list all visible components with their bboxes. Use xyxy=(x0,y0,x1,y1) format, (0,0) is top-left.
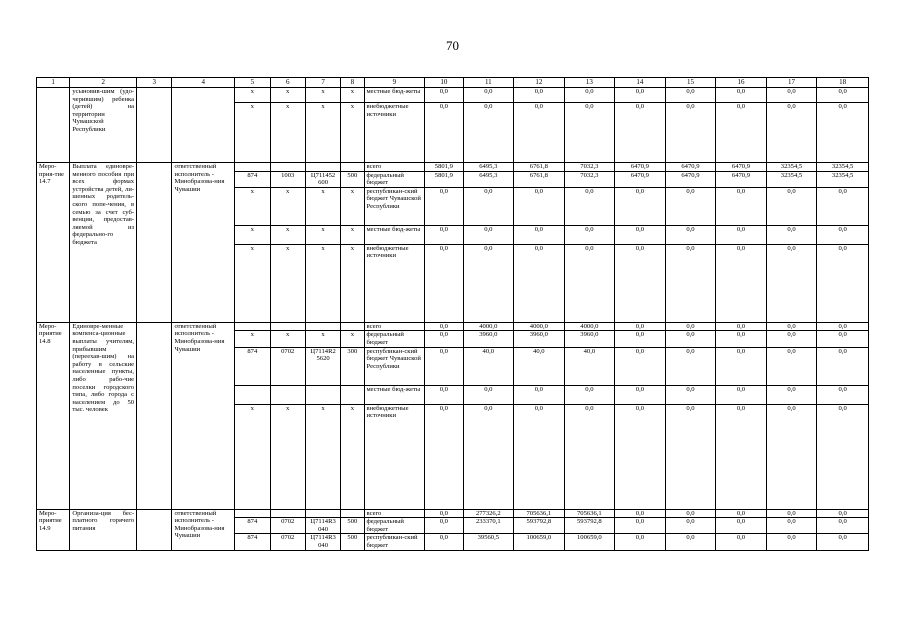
amount-cell: 0,0 xyxy=(425,103,463,163)
amount-cell: 40,0 xyxy=(564,347,615,385)
section-code: x xyxy=(270,103,305,163)
amount-cell: 0,0 xyxy=(716,225,767,244)
amount-cell: 0,0 xyxy=(564,244,615,322)
funding-source: республикан-ский бюджет xyxy=(364,534,425,550)
header-cell: 11 xyxy=(463,78,514,88)
expense-type: 500 xyxy=(341,171,364,187)
header-cell: 14 xyxy=(615,78,666,88)
section-code: x xyxy=(270,404,305,509)
amount-cell: 0,0 xyxy=(665,88,716,103)
target-article: Ц7114R2 5620 xyxy=(305,347,340,385)
amount-cell: 0,0 xyxy=(665,103,716,163)
measure-name: Выплата единовре-менного пособия при всех формах устройства детей, ли-шенных родитель-ского попе-чения, в семью за счет суб-венции, предостав-ляемой из федерально-го бюджета xyxy=(70,163,137,323)
amount-cell: 0,0 xyxy=(425,347,463,385)
amount-cell: 6470,9 xyxy=(665,171,716,187)
amount-cell: 0,0 xyxy=(425,322,463,331)
grbs-code: x xyxy=(235,331,270,347)
amount-cell: 0,0 xyxy=(514,404,565,509)
header-cell: 8 xyxy=(341,78,364,88)
amount-cell: 0,0 xyxy=(615,347,666,385)
amount-cell: 0,0 xyxy=(564,385,615,404)
amount-cell: 0,0 xyxy=(665,244,716,322)
header-cell: 1 xyxy=(37,78,70,88)
budget-table xyxy=(36,77,869,551)
target-article xyxy=(305,163,340,172)
amount-cell: 4000,0 xyxy=(564,322,615,331)
grbs-code xyxy=(235,163,270,172)
grbs-code xyxy=(235,385,270,404)
amount-cell: 0,0 xyxy=(817,347,869,385)
amount-cell: 0,0 xyxy=(766,187,817,225)
amount-cell: 0,0 xyxy=(425,244,463,322)
amount-cell: 0,0 xyxy=(463,88,514,103)
section-code: x xyxy=(270,331,305,347)
target-article: x xyxy=(305,187,340,225)
amount-cell: 3960,0 xyxy=(514,331,565,347)
grbs-code xyxy=(235,322,270,331)
amount-cell: 6470,9 xyxy=(615,171,666,187)
amount-cell: 4000,0 xyxy=(514,322,565,331)
amount-cell: 7032,3 xyxy=(564,171,615,187)
header-cell: 5 xyxy=(235,78,270,88)
executor-cell xyxy=(172,88,235,163)
funding-source: республикан-ский бюджет Чувашской Республики xyxy=(364,347,425,385)
amount-cell: 0,0 xyxy=(716,103,767,163)
amount-cell: 0,0 xyxy=(817,385,869,404)
expense-type xyxy=(341,163,364,172)
section-code: 0702 xyxy=(270,518,305,534)
amount-cell: 0,0 xyxy=(463,244,514,322)
amount-cell: 0,0 xyxy=(514,225,565,244)
header-cell: 13 xyxy=(564,78,615,88)
amount-cell: 0,0 xyxy=(817,534,869,550)
amount-cell: 0,0 xyxy=(766,225,817,244)
target-article: x xyxy=(305,103,340,163)
amount-cell: 0,0 xyxy=(615,534,666,550)
grbs-code: x xyxy=(235,187,270,225)
section-code: x xyxy=(270,244,305,322)
amount-cell: 0,0 xyxy=(425,187,463,225)
amount-cell: 0,0 xyxy=(425,404,463,509)
amount-cell: 0,0 xyxy=(766,347,817,385)
amount-cell: 0,0 xyxy=(564,404,615,509)
amount-cell: 0,0 xyxy=(766,534,817,550)
section-code: 0702 xyxy=(270,347,305,385)
funding-source: республикан-ский бюджет Чувашской Республики xyxy=(364,187,425,225)
amount-cell: 0,0 xyxy=(615,518,666,534)
grbs-code: x xyxy=(235,88,270,103)
empty-cell xyxy=(137,509,172,550)
empty-cell xyxy=(137,88,172,163)
amount-cell: 0,0 xyxy=(766,103,817,163)
measure-name: Организа-ция бес-платного горячего питания xyxy=(70,509,137,550)
grbs-code: 874 xyxy=(235,534,270,550)
amount-cell: 0,0 xyxy=(425,225,463,244)
amount-cell: 0,0 xyxy=(564,187,615,225)
section-code: 0702 xyxy=(270,534,305,550)
amount-cell: 0,0 xyxy=(615,187,666,225)
grbs-code: x xyxy=(235,404,270,509)
amount-cell: 3960,0 xyxy=(564,331,615,347)
amount-cell: 0,0 xyxy=(766,244,817,322)
amount-cell: 0,0 xyxy=(817,187,869,225)
table-row xyxy=(37,163,869,172)
section-code xyxy=(270,385,305,404)
funding-source: внебюджетные источники xyxy=(364,244,425,322)
amount-cell: 0,0 xyxy=(665,347,716,385)
page-number: 70 xyxy=(446,38,459,53)
amount-cell: 5801,9 xyxy=(425,163,463,172)
funding-source: внебюджетные источники xyxy=(364,103,425,163)
expense-type xyxy=(341,385,364,404)
expense-type: x xyxy=(341,244,364,322)
grbs-code xyxy=(235,509,270,518)
grbs-code: 874 xyxy=(235,171,270,187)
amount-cell: 0,0 xyxy=(665,187,716,225)
amount-cell: 0,0 xyxy=(817,322,869,331)
amount-cell: 0,0 xyxy=(817,518,869,534)
header-cell: 2 xyxy=(70,78,137,88)
amount-cell: 6761,8 xyxy=(514,163,565,172)
amount-cell: 593792,8 xyxy=(564,518,615,534)
target-article xyxy=(305,385,340,404)
expense-type: 500 xyxy=(341,518,364,534)
grbs-code: x xyxy=(235,103,270,163)
amount-cell: 277326,2 xyxy=(463,509,514,518)
amount-cell: 0,0 xyxy=(564,103,615,163)
measure-name: Единовре-менные компенса-ционные выплаты учителям, прибывшим (переехав-шим) на работу в сельские населенные пункты, либо рабо-чие поселки городского типа, либо города с населением до 50 тыс. человек xyxy=(70,322,137,509)
amount-cell: 0,0 xyxy=(716,347,767,385)
target-article: Ц7114R3 040 xyxy=(305,518,340,534)
amount-cell: 0,0 xyxy=(817,244,869,322)
amount-cell: 6470,9 xyxy=(716,171,767,187)
funding-source: всего xyxy=(364,163,425,172)
amount-cell: 0,0 xyxy=(817,509,869,518)
amount-cell: 0,0 xyxy=(615,385,666,404)
header-cell: 3 xyxy=(137,78,172,88)
amount-cell: 0,0 xyxy=(665,322,716,331)
amount-cell: 0,0 xyxy=(766,518,817,534)
amount-cell: 0,0 xyxy=(564,88,615,103)
amount-cell: 0,0 xyxy=(425,534,463,550)
amount-cell: 0,0 xyxy=(463,385,514,404)
header-cell: 9 xyxy=(364,78,425,88)
target-article: x xyxy=(305,404,340,509)
measure-label: Меро-прия-тие 14.7 xyxy=(37,163,70,323)
amount-cell: 0,0 xyxy=(615,404,666,509)
section-code: x xyxy=(270,88,305,103)
measure-name: усыновив-шим (удо-черившим) ребенка (детей) на территории Чувашской Республики xyxy=(70,88,137,163)
amount-cell: 705636,1 xyxy=(514,509,565,518)
amount-cell: 32354,5 xyxy=(817,163,869,172)
expense-type: x xyxy=(341,225,364,244)
header-row xyxy=(37,78,869,88)
target-article: x xyxy=(305,244,340,322)
target-article xyxy=(305,322,340,331)
target-article: x xyxy=(305,331,340,347)
header-cell: 7 xyxy=(305,78,340,88)
amount-cell: 0,0 xyxy=(514,244,565,322)
amount-cell: 593792,8 xyxy=(514,518,565,534)
amount-cell: 6761,8 xyxy=(514,171,565,187)
amount-cell: 0,0 xyxy=(615,322,666,331)
funding-source: всего xyxy=(364,509,425,518)
amount-cell: 0,0 xyxy=(716,331,767,347)
amount-cell: 7032,3 xyxy=(564,163,615,172)
header-cell: 16 xyxy=(716,78,767,88)
target-article xyxy=(305,509,340,518)
amount-cell: 0,0 xyxy=(615,88,666,103)
amount-cell: 3960,0 xyxy=(463,331,514,347)
amount-cell: 0,0 xyxy=(463,225,514,244)
header-cell: 18 xyxy=(817,78,869,88)
amount-cell: 0,0 xyxy=(425,331,463,347)
amount-cell: 6470,9 xyxy=(665,163,716,172)
empty-cell xyxy=(137,322,172,509)
table-row xyxy=(37,88,869,103)
amount-cell: 0,0 xyxy=(425,385,463,404)
amount-cell: 0,0 xyxy=(766,322,817,331)
section-code: x xyxy=(270,187,305,225)
amount-cell: 0,0 xyxy=(615,244,666,322)
amount-cell: 0,0 xyxy=(716,322,767,331)
amount-cell: 39560,5 xyxy=(463,534,514,550)
section-code xyxy=(270,163,305,172)
section-code xyxy=(270,509,305,518)
header-cell: 15 xyxy=(665,78,716,88)
header-cell: 10 xyxy=(425,78,463,88)
amount-cell: 0,0 xyxy=(716,534,767,550)
amount-cell: 233370,1 xyxy=(463,518,514,534)
amount-cell: 0,0 xyxy=(425,88,463,103)
amount-cell: 0,0 xyxy=(514,385,565,404)
funding-source: местные бюд-жеты xyxy=(364,88,425,103)
amount-cell: 0,0 xyxy=(615,225,666,244)
amount-cell: 0,0 xyxy=(766,404,817,509)
amount-cell: 0,0 xyxy=(716,244,767,322)
executor-cell: ответственный исполнитель - Минобразова-ния Чувашии xyxy=(172,322,235,509)
amount-cell: 0,0 xyxy=(817,404,869,509)
amount-cell: 6470,9 xyxy=(615,163,666,172)
grbs-code: x xyxy=(235,244,270,322)
amount-cell: 0,0 xyxy=(665,518,716,534)
expense-type xyxy=(341,322,364,331)
table-row xyxy=(37,509,869,518)
amount-cell: 5801,9 xyxy=(425,171,463,187)
funding-source: федеральный бюджет xyxy=(364,518,425,534)
expense-type: x xyxy=(341,331,364,347)
amount-cell: 0,0 xyxy=(716,187,767,225)
empty-cell xyxy=(137,163,172,323)
amount-cell: 0,0 xyxy=(665,404,716,509)
amount-cell: 0,0 xyxy=(463,404,514,509)
section-code: x xyxy=(270,225,305,244)
amount-cell: 0,0 xyxy=(514,88,565,103)
header-cell: 4 xyxy=(172,78,235,88)
expense-type: 300 xyxy=(341,347,364,385)
amount-cell: 0,0 xyxy=(716,518,767,534)
expense-type: x xyxy=(341,88,364,103)
amount-cell: 40,0 xyxy=(514,347,565,385)
amount-cell: 0,0 xyxy=(514,187,565,225)
header-cell: 17 xyxy=(766,78,817,88)
funding-source: местные бюд-жеты xyxy=(364,225,425,244)
expense-type xyxy=(341,509,364,518)
target-article: x xyxy=(305,225,340,244)
amount-cell: 0,0 xyxy=(665,331,716,347)
expense-type: 500 xyxy=(341,534,364,550)
target-article: Ц7114R3 040 xyxy=(305,534,340,550)
amount-cell: 0,0 xyxy=(665,509,716,518)
amount-cell: 6495,3 xyxy=(463,171,514,187)
amount-cell: 0,0 xyxy=(716,385,767,404)
amount-cell: 40,0 xyxy=(463,347,514,385)
funding-source: федеральный бюджет xyxy=(364,331,425,347)
header-cell: 6 xyxy=(270,78,305,88)
amount-cell: 6470,9 xyxy=(716,163,767,172)
amount-cell: 100659,0 xyxy=(514,534,565,550)
amount-cell: 705636,1 xyxy=(564,509,615,518)
table-row xyxy=(37,322,869,331)
expense-type: x xyxy=(341,404,364,509)
amount-cell: 4000,0 xyxy=(463,322,514,331)
amount-cell: 0,0 xyxy=(817,88,869,103)
target-article: x xyxy=(305,88,340,103)
funding-source: федеральный бюджет xyxy=(364,171,425,187)
amount-cell: 0,0 xyxy=(716,88,767,103)
grbs-code: x xyxy=(235,225,270,244)
amount-cell: 0,0 xyxy=(817,331,869,347)
funding-source: местные бюд-жеты xyxy=(364,385,425,404)
amount-cell: 0,0 xyxy=(665,385,716,404)
amount-cell: 0,0 xyxy=(514,103,565,163)
amount-cell: 100659,0 xyxy=(564,534,615,550)
amount-cell: 0,0 xyxy=(665,534,716,550)
amount-cell: 0,0 xyxy=(463,103,514,163)
target-article: Ц711452 600 xyxy=(305,171,340,187)
funding-source: всего xyxy=(364,322,425,331)
amount-cell: 0,0 xyxy=(425,518,463,534)
amount-cell: 32354,5 xyxy=(817,171,869,187)
amount-cell: 0,0 xyxy=(766,88,817,103)
expense-type: x xyxy=(341,103,364,163)
amount-cell: 0,0 xyxy=(665,225,716,244)
amount-cell: 0,0 xyxy=(716,404,767,509)
amount-cell: 0,0 xyxy=(817,103,869,163)
measure-label xyxy=(37,88,70,163)
grbs-code: 874 xyxy=(235,347,270,385)
amount-cell: 0,0 xyxy=(615,509,666,518)
section-code xyxy=(270,322,305,331)
amount-cell: 0,0 xyxy=(425,509,463,518)
amount-cell: 6495,3 xyxy=(463,163,514,172)
executor-cell: ответственный исполнитель - Минобразова-ния Чувашии xyxy=(172,509,235,550)
amount-cell: 0,0 xyxy=(817,225,869,244)
amount-cell: 0,0 xyxy=(766,385,817,404)
header-cell: 12 xyxy=(514,78,565,88)
executor-cell: ответственный исполнитель - Минобразова-ния Чувашии xyxy=(172,163,235,323)
grbs-code: 874 xyxy=(235,518,270,534)
funding-source: внебюджетные источники xyxy=(364,404,425,509)
amount-cell: 0,0 xyxy=(766,331,817,347)
measure-label: Меро-приятие 14.8 xyxy=(37,322,70,509)
amount-cell: 0,0 xyxy=(463,187,514,225)
amount-cell: 0,0 xyxy=(716,509,767,518)
amount-cell: 0,0 xyxy=(564,225,615,244)
amount-cell: 0,0 xyxy=(615,331,666,347)
expense-type: x xyxy=(341,187,364,225)
section-code: 1003 xyxy=(270,171,305,187)
measure-label: Меро-приятие 14.9 xyxy=(37,509,70,550)
amount-cell: 32354,5 xyxy=(766,171,817,187)
amount-cell: 0,0 xyxy=(615,103,666,163)
amount-cell: 32354,5 xyxy=(766,163,817,172)
amount-cell: 0,0 xyxy=(766,509,817,518)
